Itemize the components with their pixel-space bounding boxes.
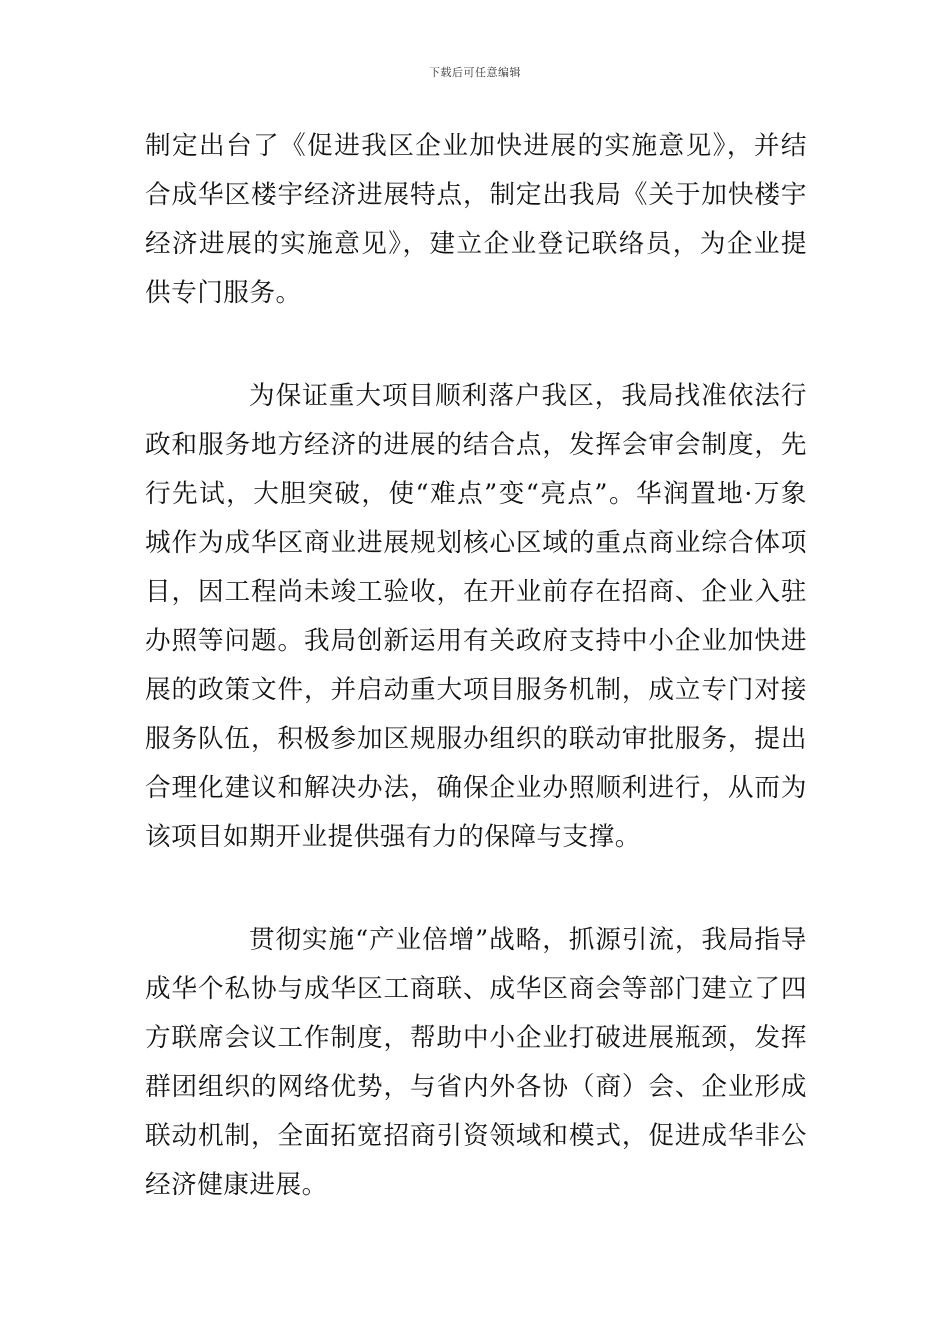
paragraph-gap [145, 318, 807, 372]
paragraph-industry-strategy: 贯彻实施“产业倍增”战略，抓源引流，我局指导成华个私协与成华区工商联、成华区商会等部门建立了四方联席会议工作制度，帮助中小企业打破进展瓶颈，发挥群团组织的网络优势，与省内外各协（商）会、企业形成联动机制，全面拓宽招商引资领域和模式，促进成华非公经济健康进展。 [145, 925, 807, 1200]
document-body [145, 122, 807, 1210]
paragraph-major-projects: 为保证重大项目顺利落户我区，我局找准依法行政和服务地方经济的进展的结合点，发挥会审会制度，先行先试，大胆突破，使“难点”变“亮点”。华润置地·万象城作为成华区商业进展规划核心区域的重点商业综合体项目，因工程尚未竣工验收，在开业前存在招商、企业入驻办照等问题。我局创新运用有关政府支持中小企业加快进展的政策文件，并启动重大项目服务机制，成立专门对接服务队伍，积极参加区规服办组织的联动审批服务，提出合理化建议和解决办法，确保企业办照顺利进行，从而为该项目如期开业提供强有力的保障与支撑。 [145, 381, 807, 852]
paragraph-gap [145, 862, 807, 916]
paragraph-continuation: 制定出台了《促进我区企业加快进展的实施意见》，并结合成华区楼宇经济进展特点，制定出我局《关于加快楼宇经济进展的实施意见》，建立企业登记联络员，为企业提供专门服务。 [145, 131, 807, 308]
page-header: 下载后可任意编辑 [429, 66, 521, 79]
